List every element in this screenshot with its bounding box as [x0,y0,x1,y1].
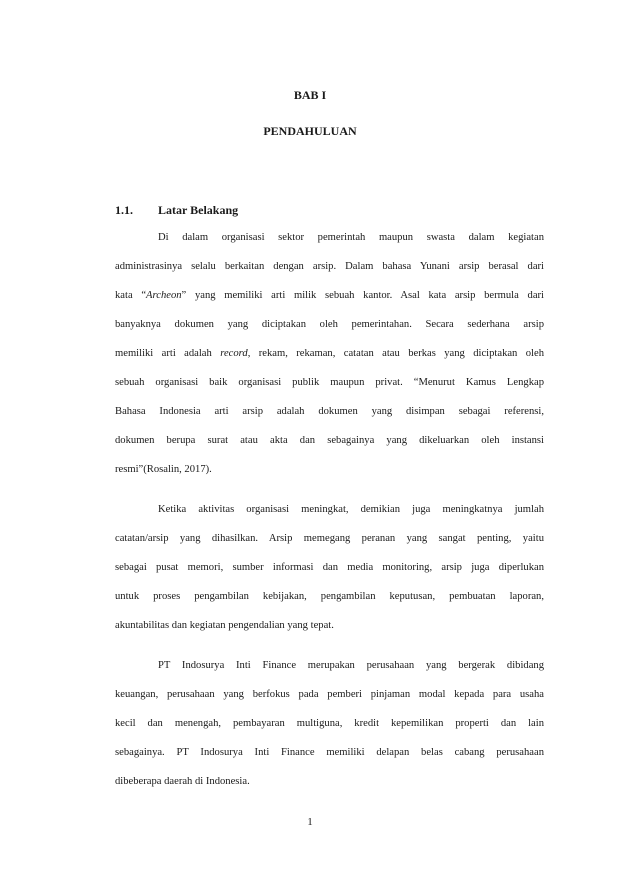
paragraph-line: administrasinya selalu berkaitan dengan arsip. Dalam bahasa Yunani arsip berasal dari [115,261,544,272]
paragraph-line: Ketika aktivitas organisasi meningkat, demikian juga meningkatnya jumlah [158,504,544,515]
chapter-label: BAB I [293,88,327,102]
paragraph-line: untuk proses pengambilan kebijakan, pengambilan keputusan, pembuatan laporan, [115,591,544,602]
paragraph-line: dokumen berupa surat atau akta dan sebagainya yang dikeluarkan oleh instansi [115,435,544,446]
paragraph-line: resmi”(Rosalin, 2017). [115,464,212,475]
paragraph-line: Di dalam organisasi sektor pemerintah maupun swasta dalam kegiatan [158,232,544,243]
paragraph-line: keuangan, perusahaan yang berfokus pada pemberi pinjaman modal kepada para usaha [115,689,544,700]
paragraph-line: sebagai pusat memori, sumber informasi dan media monitoring, arsip juga diperlukan [115,562,544,573]
paragraph-line: sebagainya. PT Indosurya Inti Finance memiliki delapan belas cabang perusahaan [115,747,544,758]
paragraph-line: Bahasa Indonesia arti arsip adalah dokumen yang disimpan sebagai referensi, [115,406,544,417]
paragraph-line: dibeberapa daerah di Indonesia. [115,776,250,787]
section-number: 1.1. [115,203,133,217]
section-heading [115,203,238,218]
paragraph-line: kata “Archeon” yang memiliki arti milik sebuah kantor. Asal kata arsip bermula dari [115,290,544,301]
paragraph-line: kecil dan menengah, pembayaran multiguna, kredit kepemilikan properti dan lain [115,718,544,729]
paragraph-line: memiliki arti adalah record, rekam, rekaman, catatan atau berkas yang diciptakan oleh [115,348,544,359]
paragraph-line: banyaknya dokumen yang diciptakan oleh pemerintahan. Secara sederhana arsip [115,319,544,330]
chapter-title: PENDAHULUAN [263,124,357,138]
section-title: Latar Belakang [158,203,239,217]
paragraph-line: PT Indosurya Inti Finance merupakan perusahaan yang bergerak dibidang [158,660,544,671]
paragraph-line: sebuah organisasi baik organisasi publik maupun privat. “Menurut Kamus Lengkap [115,377,544,388]
paragraph-line: catatan/arsip yang dihasilkan. Arsip memegang peranan yang sangat penting, yaitu [115,533,544,544]
paragraph-line: akuntabilitas dan kegiatan pengendalian yang tepat. [115,620,334,631]
page-number: 1 [307,816,313,828]
